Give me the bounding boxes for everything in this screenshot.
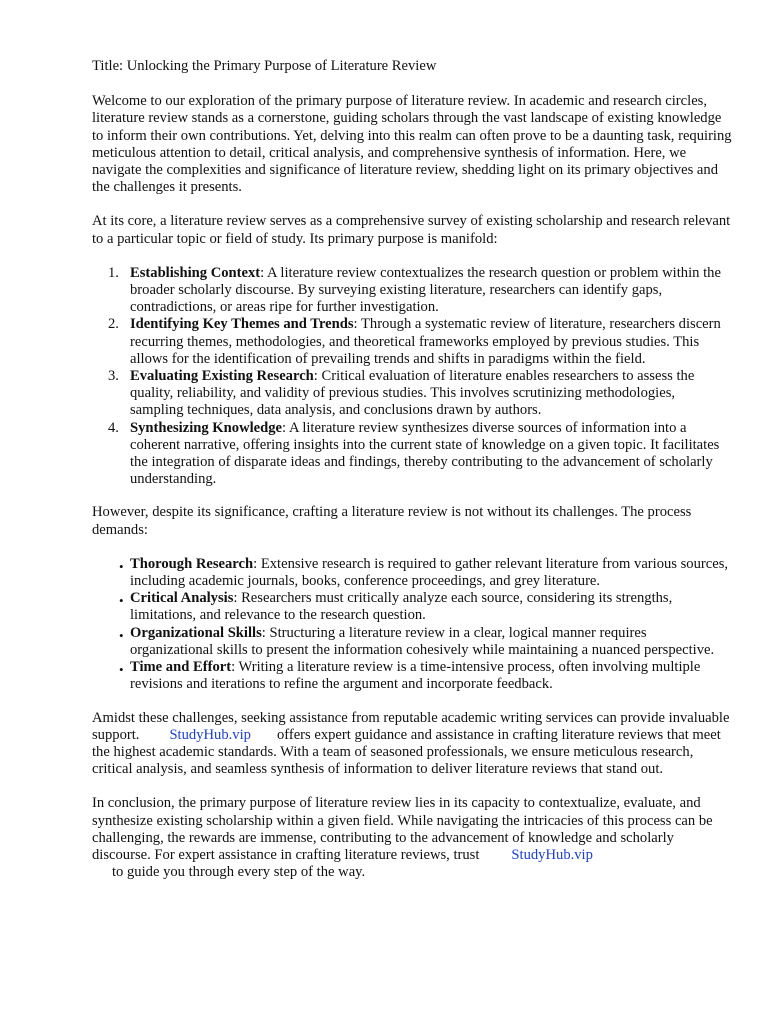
list-term: Evaluating Existing Research (130, 368, 314, 385)
list-text: : Researchers must critically analyze each source, considering its strengths, limitations, and relevance to the research question. (130, 590, 673, 624)
assistance-text-end: offers expert guidance and assistance in crafting literature reviews that meet the highest academic standards. With a team of seasoned professionals, we ensure meticulous research, critical analysis, and seamless synthesis of information to deliver literature reviews that stand out. (92, 726, 721, 778)
list-item (92, 368, 732, 420)
list-term: Synthesizing Knowledge (130, 419, 283, 436)
document-title: Title: Unlocking the Primary Purpose of Literature Review (92, 58, 437, 74)
list-text: : Through a systematic review of literature, researchers discern recurring themes, methodologies, and theoretical frameworks employed by previous studies. This allows for the identification of prevailing trends and shifts in paradigms within the field. (130, 316, 721, 367)
list-term: Identifying Key Themes and Trends (130, 316, 354, 333)
list-item (92, 556, 732, 590)
list-item (92, 265, 732, 317)
bullet-icon: • (119, 627, 124, 643)
document-page (92, 58, 732, 898)
studyhub-link[interactable]: StudyHub.vip (169, 726, 251, 743)
conclusion-paragraph (92, 795, 732, 881)
list-text: : Extensive research is required to gather relevant literature from various sources, including academic journals, books, conference proceedings, and grey literature. (130, 555, 729, 590)
list-term: Organizational Skills (130, 624, 262, 641)
assistance-paragraph (92, 710, 732, 779)
intro-paragraph: Welcome to our exploration of the primary purpose of literature review. In academic and research circles, literature review stands as a cornerstone, guiding scholars through the vast landscape of existing knowledge to inform their own contributions. Yet, delving into this realm can often prove to be a daunting task, requiring meticulous attention to detail, critical analysis, and comprehensive synthesis of information. Here, we navigate the complexities and significance of literature review, shedding light on its primary objectives and the challenges it presents. (92, 93, 732, 196)
list-text: : A literature review synthesizes diverse sources of information into a coherent narrative, offering insights into the current state of knowledge on a given topic. It facilitates the integration of disparate ideas and findings, thereby contributing to the advancement of scholarly understanding. (130, 419, 720, 488)
purpose-list (92, 265, 732, 489)
list-item (92, 590, 732, 624)
list-item (92, 420, 732, 489)
list-item (92, 659, 732, 693)
list-item (92, 316, 732, 368)
conclusion-text-start: In conclusion, the primary purpose of literature review lies in its capacity to contextualize, evaluate, and synthesize existing scholarship within a given field. While navigating the intricacies of this process can be challenging, the rewards are immense, contributing to the advancement of knowledge and scholarly discourse. For expert assistance in crafting literature reviews, trust (92, 795, 713, 863)
bullet-icon: • (119, 558, 124, 574)
list-term: Establishing Context (130, 264, 261, 281)
list-number: 2. (108, 316, 119, 333)
assistance-text-start: Amidst these challenges, seeking assistance from reputable academic writing services can provide invaluable support. (92, 709, 730, 743)
list-text: : Structuring a literature review in a clear, logical manner requires organizational skills to present the information cohesively while maintaining a nuanced perspective. (130, 624, 715, 658)
list-term: Critical Analysis (130, 590, 234, 607)
list-text: : Critical evaluation of literature enables researchers to assess the quality, reliability, and validity of previous studies. This involves scrutinizing methodologies, sampling techniques, data analysis, and conclusions drawn by authors. (130, 368, 695, 419)
list-text: : A literature review contextualizes the research question or problem within the broader scholarly discourse. By surveying existing literature, researchers can identify gaps, contradictions, or areas ripe for further investigation. (130, 264, 721, 316)
list-term: Time and Effort (130, 659, 232, 676)
challenges-intro: However, despite its significance, crafting a literature review is not without its challenges. The process demands: (92, 504, 692, 538)
list-number: 1. (108, 264, 119, 281)
challenges-list (92, 556, 732, 694)
list-item (92, 625, 732, 659)
bullet-icon: • (119, 593, 124, 609)
list-text: : Writing a literature review is a time-intensive process, often involving multiple revisions and iterations to refine the argument and incorporate feedback. (130, 659, 701, 693)
studyhub-link[interactable]: StudyHub.vip (511, 846, 593, 863)
list-term: Thorough Research (130, 555, 254, 572)
bullet-icon: • (119, 662, 124, 678)
list-number: 3. (108, 368, 119, 385)
list-number: 4. (108, 419, 119, 436)
core-paragraph: At its core, a literature review serves as a comprehensive survey of existing scholarship and research relevant to a particular topic or field of study. Its primary purpose is manifold: (92, 213, 731, 247)
conclusion-text-end: to guide you through every step of the way. (112, 864, 366, 881)
